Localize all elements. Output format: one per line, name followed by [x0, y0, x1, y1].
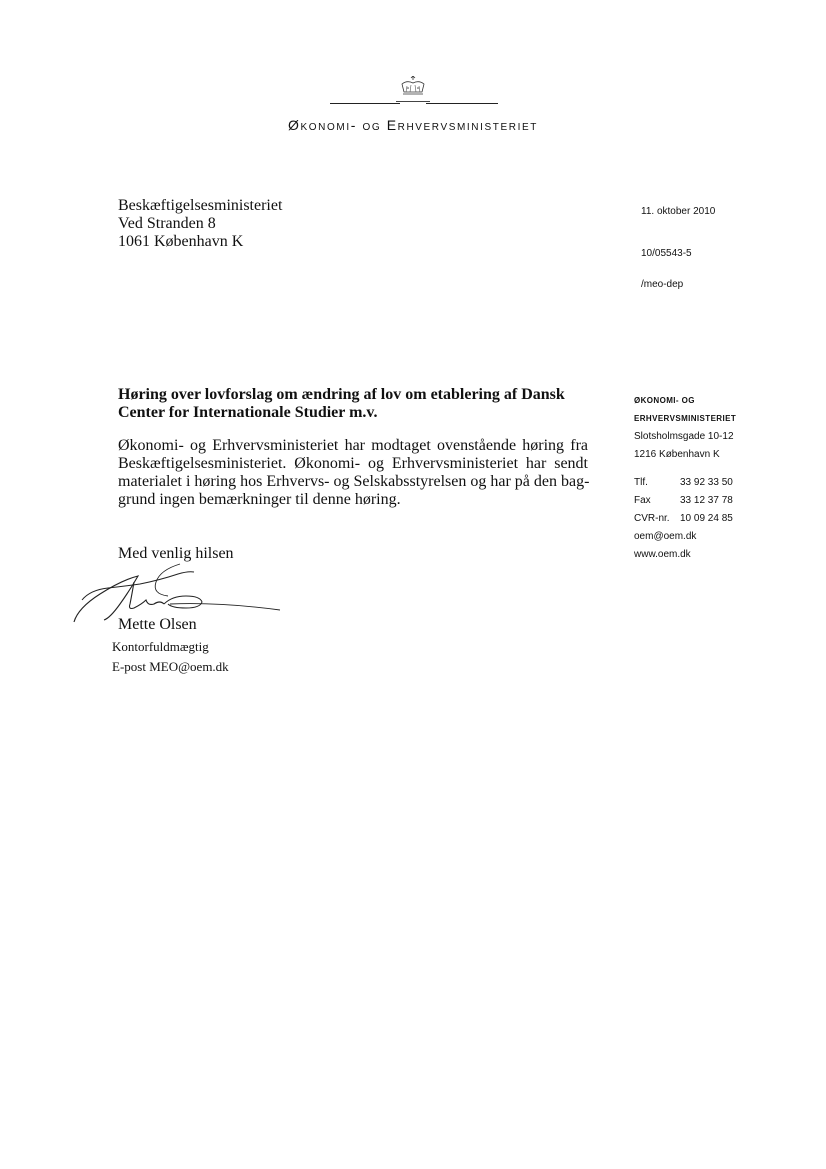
recipient-name: Beskæftigelsesministeriet	[118, 197, 283, 214]
body-line: materialet i høring hos Erhvervs- og Selskabsstyrelsen og har på den bag-	[118, 473, 590, 490]
sender-city: 1216 København K	[634, 449, 720, 460]
closing-greeting: Med venlig hilsen	[118, 545, 234, 562]
sender-website: www.oem.dk	[634, 549, 691, 560]
signer-title: Kontorfuldmægtig	[112, 639, 209, 654]
body-line: Økonomi- og Erhvervsministeriet har modtaget ovenstående høring fra	[118, 437, 588, 454]
recipient-address	[118, 197, 282, 251]
sender-info	[634, 392, 784, 564]
case-reference: 10/05543-5	[641, 248, 692, 259]
recipient-street: Ved Stranden 8	[118, 215, 216, 232]
letterhead-rule-left	[330, 103, 400, 104]
fax-value: 33 12 37 78	[680, 495, 733, 506]
letter-subject	[118, 386, 598, 422]
sender-cvr-row	[634, 510, 784, 528]
sender-name-line1: ØKONOMI- OG	[634, 396, 695, 405]
initials-reference: /meo-dep	[641, 279, 684, 290]
fax-label: Fax	[634, 495, 651, 506]
cvr-label: CVR-nr.	[634, 513, 670, 524]
letter-date: 11. oktober 2010	[641, 206, 716, 217]
royal-crown-icon	[396, 76, 430, 98]
body-line: grund ingen bemærkninger til denne høring.	[118, 491, 401, 508]
phone-value: 33 92 33 50	[680, 477, 733, 488]
sender-fax-row	[634, 492, 784, 510]
letterhead-rule-right	[426, 103, 498, 104]
phone-label: Tlf.	[634, 477, 648, 488]
body-line: Beskæftigelsesministeriet. Økonomi- og Erhvervsministeriet har sendt	[118, 455, 588, 472]
subject-line: Center for Internationale Studier m.v.	[118, 404, 378, 421]
ministry-title: Økonomi- og Erhvervsministeriet	[288, 117, 538, 133]
sender-street: Slotsholmsgade 10-12	[634, 431, 734, 442]
cvr-value: 10 09 24 85	[680, 513, 733, 524]
sender-phone-row	[634, 474, 784, 492]
subject-line: Høring over lovforslag om ændring af lov om etablering af Dansk	[118, 386, 565, 403]
signer-email: E-post MEO@oem.dk	[112, 659, 229, 674]
letter-body	[118, 437, 588, 509]
letterhead-rule-center	[396, 101, 430, 102]
sender-email: oem@oem.dk	[634, 531, 697, 542]
sender-name-line2: ERHVERVSMINISTERIET	[634, 414, 737, 423]
signer-name: Mette Olsen	[118, 616, 197, 633]
recipient-city: 1061 København K	[118, 233, 244, 250]
